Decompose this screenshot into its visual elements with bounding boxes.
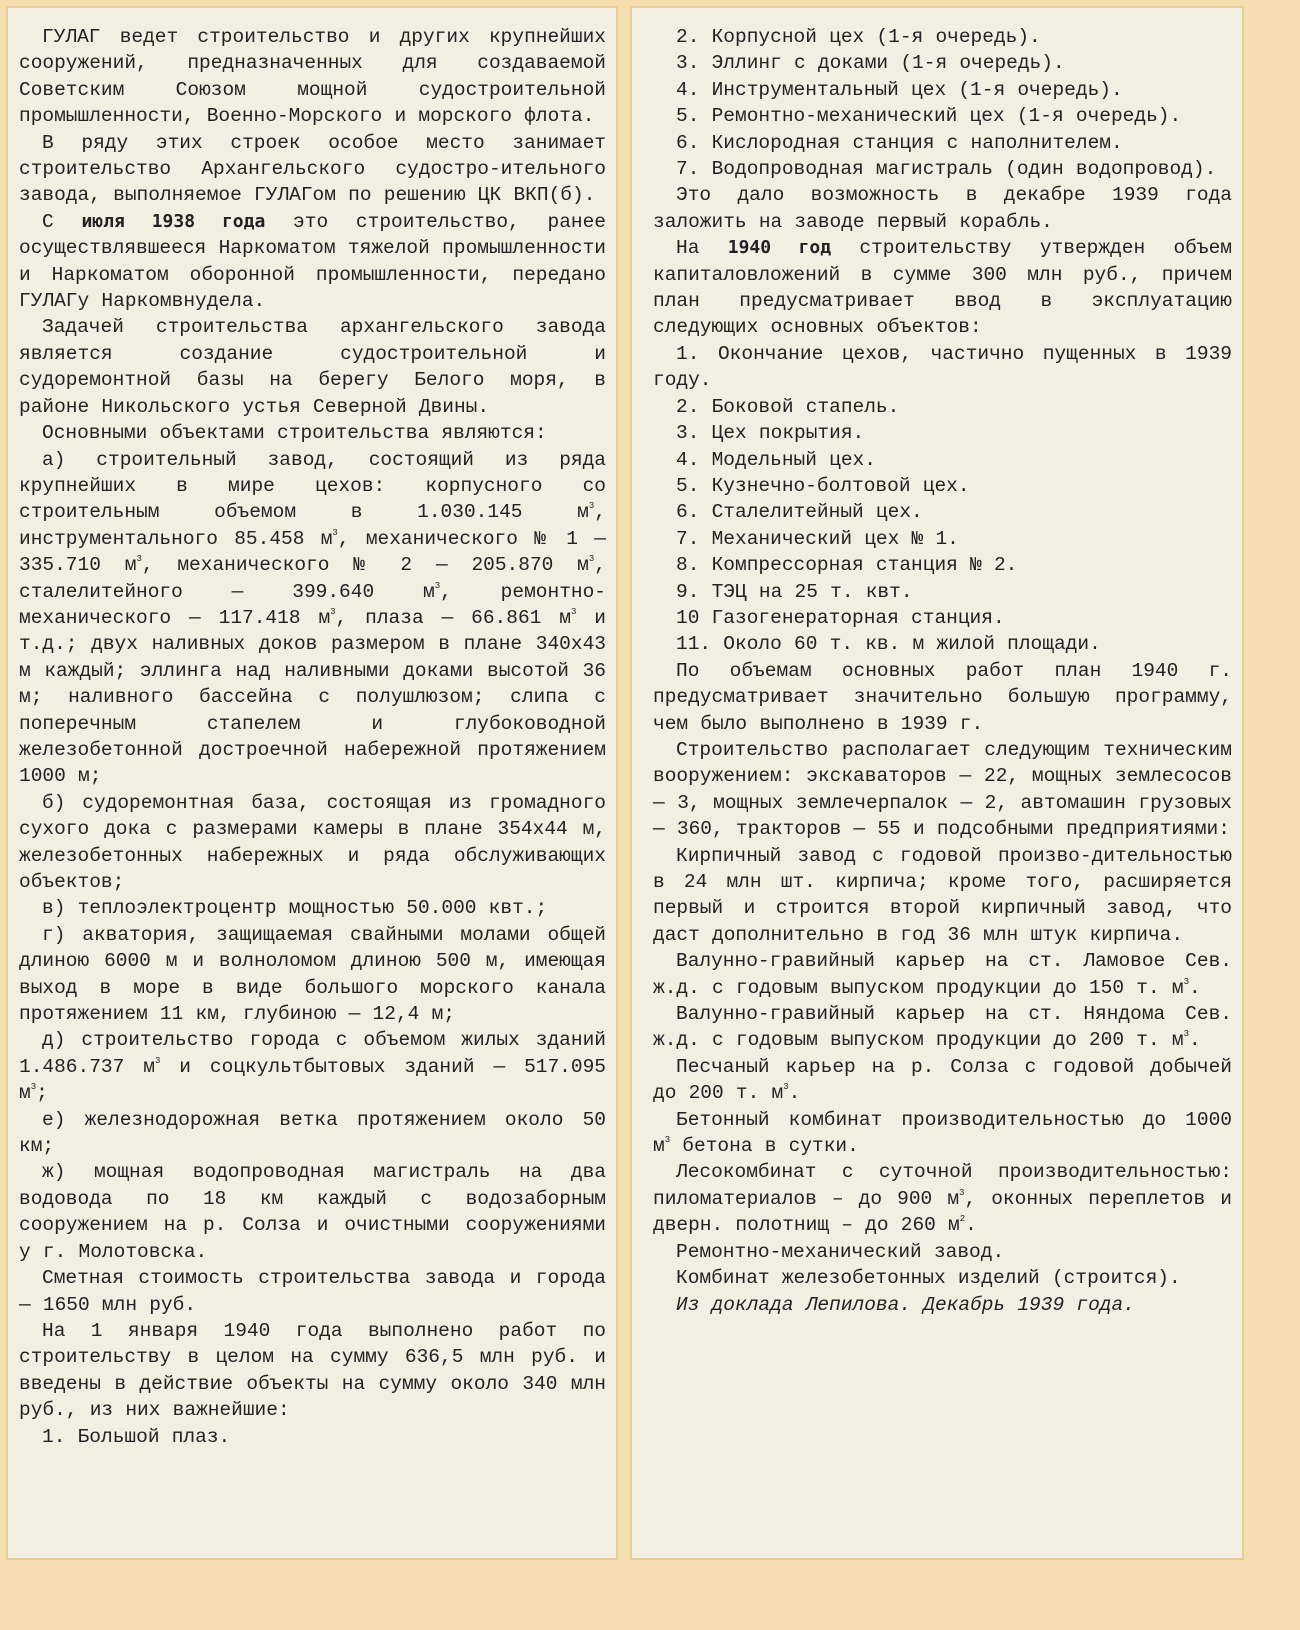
paragraph: С июля 1938 года это строительство, ранее осуществлявшееся Наркоматом тяжелой промышленности и Наркоматом оборонной промышленности, передано ГУЛАГу Наркомвнудела.	[19, 210, 607, 313]
paragraph: Основными объектами строительства являются:	[42, 422, 547, 445]
paragraph: ГУЛАГ ведет строительство и других крупнейших сооружений, предназначенных для создаваемой Советским Союзом мощной судостроительной промышленности, Военно-Морского и морского флота.	[19, 26, 606, 128]
paragraph: 3. Эллинг с доками (1-я очередь).	[676, 52, 1065, 75]
paragraph: Кирпичный завод с годовой произво-дительностью в 24 млн шт. кирпича; кроме того, расширяется первый и строится второй кирпичный завод, что даст дополнительно в год 36 млн штук кирпича.	[653, 844, 1232, 946]
paragraph: По объемам основных работ план 1940 г. предусматривает значительно большую программу, чем было выполнено в 1939 г.	[653, 659, 1232, 735]
paragraph: 1. Большой плаз.	[42, 1425, 231, 1448]
paragraph: 9. ТЭЦ на 25 т. квт.	[676, 580, 913, 603]
paragraph: 6. Кислородная станция с наполнителем.	[676, 131, 1123, 154]
paragraph: 11. Около 60 т. кв. м жилой площади.	[676, 633, 1101, 656]
paragraph: 1. Окончание цехов, частично пущенных в 1939 году.	[653, 342, 1232, 392]
paragraph: 10 Газогенераторная станция.	[676, 606, 1005, 629]
paragraph: а) строительный завод, состоящий из ряда крупнейших в мире цехов: корпусного со строительным объемом в 1.030.145 $м^3$, инструментального 85.458 $м^3$, механического № 1 — 335.710 $м^3$, механического № 2 — 205.870 $м^3$, сталелитейного — 399.640 $м^3$, ремонтно-механического — 117.418 $м^3$, плаза — 66.861 $м^3$ и т.д.; двух наливных доков размером в плане 340x43 м каждый; эллинга над наливными доками высотой 36 м; наливного бассейна с полушлюзом; слипа с поперечным стапелем и глубоководной железобетонной достроечной набережной протяжением 1000 м;	[19, 448, 606, 788]
paragraph: Задачей строительства архангельского завода является создание судостроительной и судоремонтной базы на берегу Белого моря, в районе Никольского устья Северной Двины.	[19, 316, 606, 418]
paragraph: е) железнодорожная ветка протяжением около 50 км;	[19, 1108, 606, 1158]
paragraph: На 1 января 1940 года выполнено работ по строительству в целом на сумму 636,5 млн руб. и введены в действие объекты на сумму около 340 млн руб., из них важнейшие:	[19, 1319, 606, 1422]
paragraph: Комбинат железобетонных изделий (строится).	[676, 1267, 1181, 1290]
paragraph: Песчаный карьер на р. Солза с годовой добычей до 200 т. $м^3$.	[653, 1055, 1232, 1105]
paragraph: Валунно-гравийный карьер на ст. Ламовое Сев. ж.д. с годовым выпуском продукции до 150 т. $м^3$.	[653, 950, 1232, 999]
paragraph: Бетонный комбинат производительностью до 1000 $м^3$ бетона в сутки.	[653, 1108, 1232, 1158]
paragraph: Сметная стоимость строительства завода и города — 1650 млн руб.	[19, 1267, 606, 1316]
paragraph: ж) мощная водопроводная магистраль на два водовода по 18 км каждый с водозаборным сооружением на р. Солза и очистными сооружениями у г. Молотовска.	[19, 1161, 606, 1263]
paragraph: 5. Кузнечно-болтовой цех.	[676, 474, 970, 497]
paragraph: 7. Водопроводная магистраль (один водопровод).	[676, 158, 1217, 181]
paragraph: д) строительство города с объемом жилых зданий 1.486.737 $м^3$ и соцкультбытовых зданий — 517.095 $м^3$;	[19, 1029, 606, 1105]
paragraph: 7. Механический цех № 1.	[676, 527, 959, 550]
paragraph: 6. Сталелитейный цех.	[676, 501, 923, 524]
paragraph: 4. Инструментальный цех (1-я очередь).	[676, 78, 1123, 101]
paragraph: 3. Цех покрытия.	[676, 422, 865, 445]
paragraph: Из доклада Лепилова. Декабрь 1939 года.	[676, 1293, 1135, 1316]
paragraph: г) акватория, защищаемая свайными молами общей длиною 6000 м и волноломом длиною 500 м, имеющая выход в море в виде большого морского канала протяжением 11 км, глубиною — 12,4 м;	[19, 923, 606, 1026]
paragraph: 2. Боковой стапель.	[676, 395, 900, 418]
paragraph: Это дало возможность в декабре 1939 года заложить на заводе первый корабль.	[653, 184, 1232, 233]
paragraph: В ряду этих строек особое место занимает строительство Архангельского судостро-ительного завода, выполняемое ГУЛАГом по решению ЦК ВКП(б).	[19, 131, 606, 207]
right-column	[630, 6, 1244, 1560]
paragraph: в) теплоэлектроцентр мощностью 50.000 квт.;	[42, 897, 548, 920]
paragraph: б) судоремонтная база, состоящая из громадного сухого дока с размерами камеры в плане 354x44 м, железобетонных набережных и ряда обслуживающих объектов;	[19, 791, 606, 893]
paragraph: Строительство располагает следующим техническим вооружением: экскаваторов — 22, мощных землесосов — 3, мощных землечерпалок — 2, автомашин грузовых — 360, тракторов — 55 и подсобными предприятиями:	[653, 738, 1232, 841]
paragraph: Лесокомбинат с суточной производительностью: пиломатериалов – до 900 $м^3$, оконных переплетов и дверн. полотнищ – до 260 $м^2$.	[653, 1161, 1232, 1237]
paragraph: Валунно-гравийный карьер на ст. Няндома Сев. ж.д. с годовым выпуском продукции до 200 т. $м^3$.	[653, 1003, 1232, 1052]
paragraph: Ремонтно-механический завод.	[676, 1240, 1005, 1263]
paragraph: 5. Ремонтно-механический цех (1-я очередь).	[676, 105, 1182, 128]
left-column	[6, 6, 618, 1560]
paragraph: На 1940 год строительству утвержден объем капиталовложений в сумме 300 млн руб., причем план предусматривает ввод в эксплуатацию следующих основных объектов:	[653, 237, 1232, 339]
paragraph: 4. Модельный цех.	[676, 448, 876, 471]
paragraph: 2. Корпусной цех (1-я очередь).	[676, 26, 1041, 48]
paragraph: 8. Компрессорная станция № 2.	[676, 554, 1018, 577]
